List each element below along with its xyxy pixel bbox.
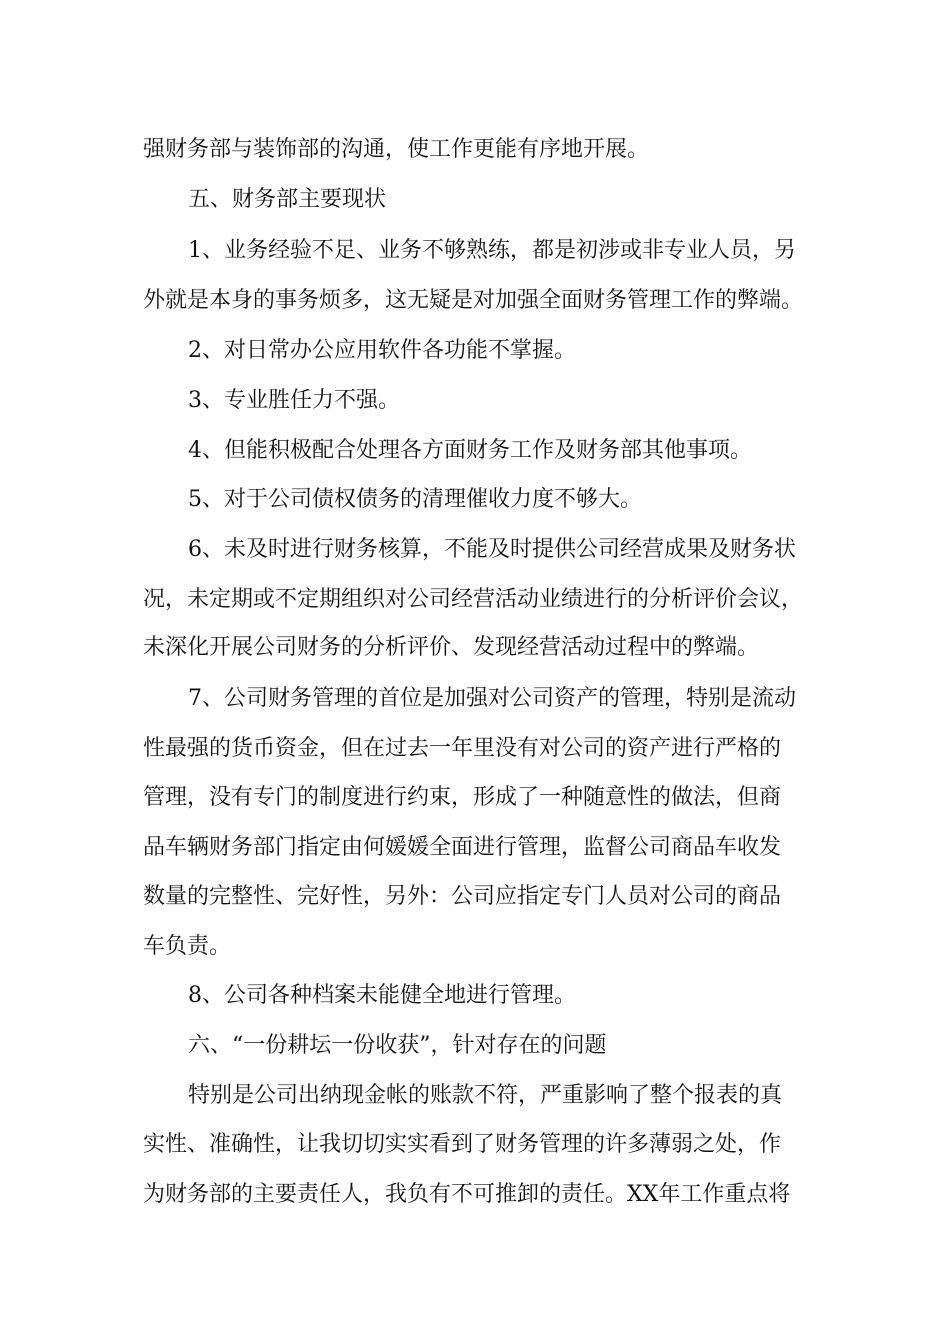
text-line: 3、专业胜任力不强。 bbox=[188, 388, 400, 413]
text-line: 品车辆财务部门指定由何媛媛全面进行管理，监督公司商品车收发 bbox=[143, 835, 782, 860]
text-line: 实性、准确性，让我切切实实看到了财务管理的许多薄弱之处，作 bbox=[143, 1132, 782, 1157]
text-line: 未深化开展公司财务的分析评价、发现经营活动过程中的弊端。 bbox=[143, 635, 760, 660]
text-line: 况，未定期或不定期组织对公司经营活动业绩进行的分析评价会议， bbox=[143, 587, 804, 612]
text-line: 7、公司财务管理的首位是加强对公司资产的管理，特别是流动 bbox=[188, 686, 796, 711]
text-line: 6、未及时进行财务核算，不能及时提供公司经营成果及财务状 bbox=[188, 537, 796, 562]
text-line: 5、对于公司债权债务的清理催收力度不够大。 bbox=[188, 487, 642, 512]
text-line: 数量的完整性、完好性，另外：公司应指定专门人员对公司的商品 bbox=[143, 884, 782, 909]
text-line: 特别是公司出纳现金帐的账款不符，严重影响了整个报表的真 bbox=[188, 1083, 783, 1108]
text-line: 1、业务经验不足、业务不够熟练，都是初涉或非专业人员，另 bbox=[188, 238, 796, 263]
text-line: 外就是本身的事务烦多，这无疑是对加强全面财务管理工作的弊端。 bbox=[143, 288, 804, 313]
text-line: 8、公司各种档案未能健全地进行管理。 bbox=[188, 983, 576, 1008]
section-heading: 六、“一份耕坛一份收获”，针对存在的问题 bbox=[188, 1033, 607, 1058]
text-line: 车负责。 bbox=[143, 934, 232, 959]
text-line: 为财务部的主要责任人，我负有不可推卸的责任。XX年工作重点将 bbox=[143, 1182, 791, 1207]
text-line: 性最强的货币资金，但在过去一年里没有对公司的资产进行严格的 bbox=[143, 736, 782, 761]
text-line: 2、对日常办公应用软件各功能不掌握。 bbox=[188, 338, 576, 363]
text-line: 4、但能积极配合处理各方面财务工作及财务部其他事项。 bbox=[188, 438, 752, 463]
section-heading: 五、财务部主要现状 bbox=[188, 187, 387, 212]
text-line: 强财务部与装饰部的沟通，使工作更能有序地开展。 bbox=[143, 137, 650, 162]
text-line: 管理，没有专门的制度进行约束，形成了一种随意性的做法，但商 bbox=[143, 785, 782, 810]
